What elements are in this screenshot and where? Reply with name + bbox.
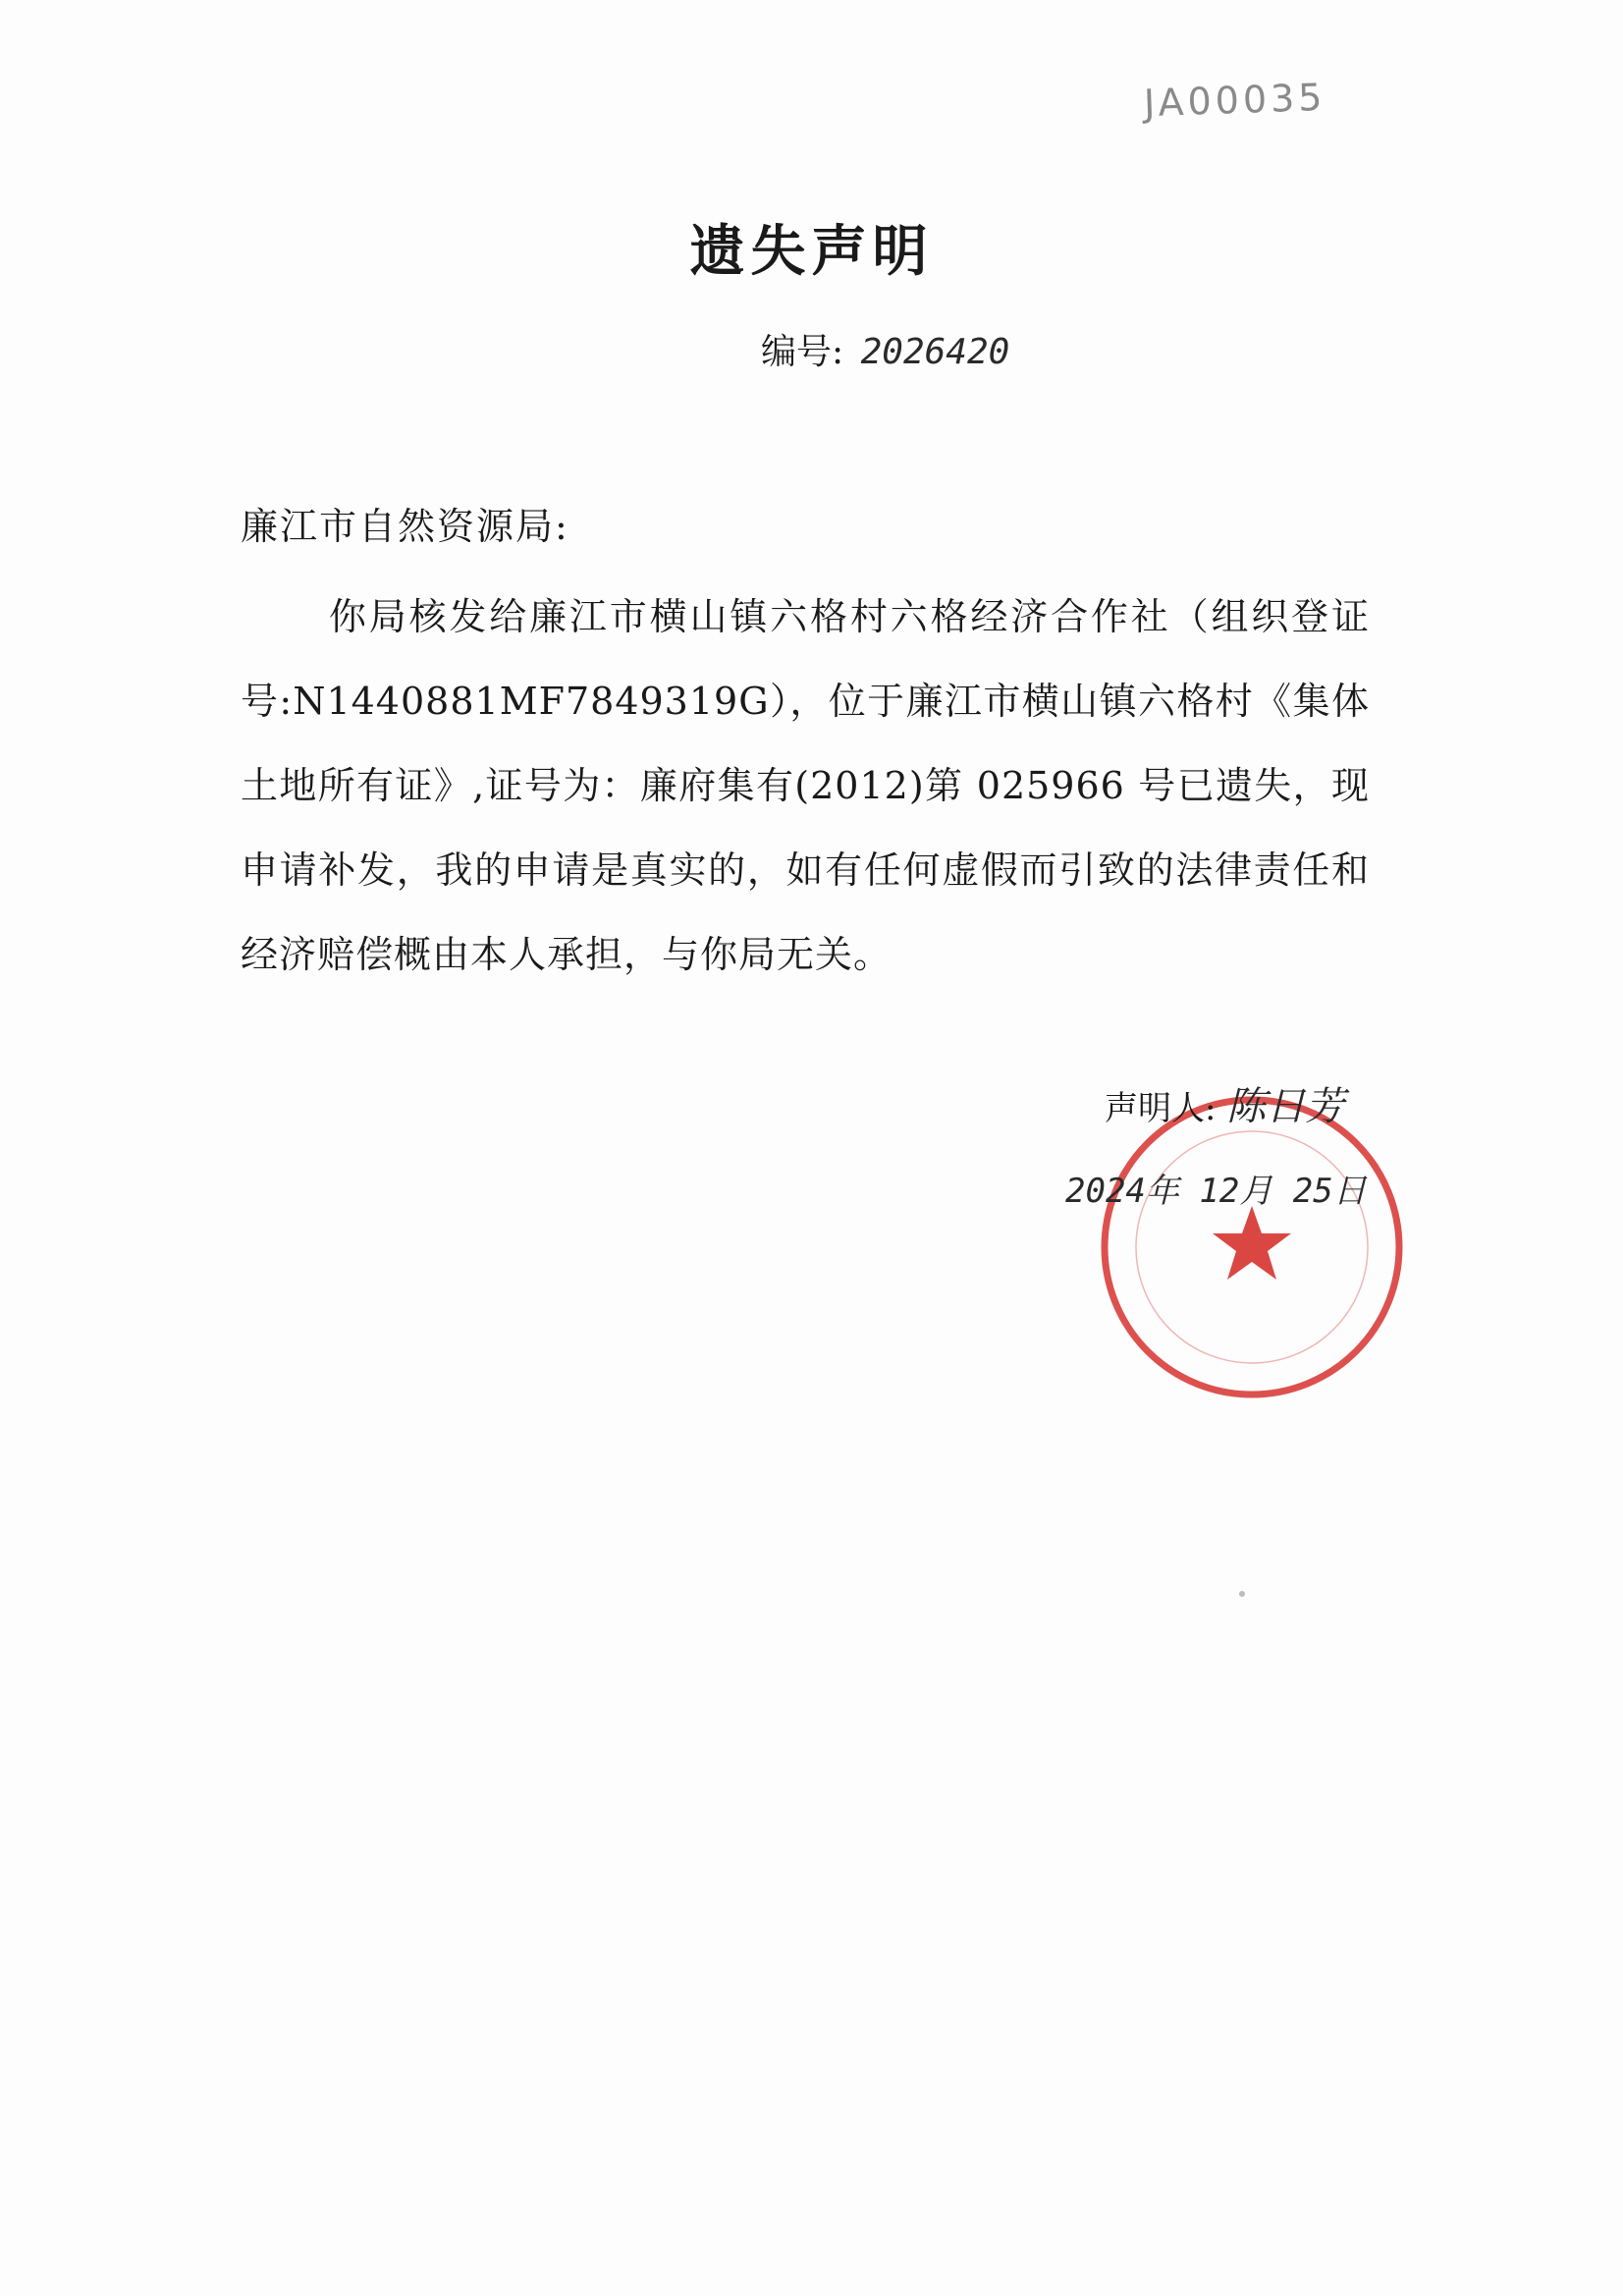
body-paragraph-text: 你局核发给廉江市横山镇六格村六格经济合作社（组织登证号:N1440881MF7849319G），位于廉江市横山镇六格村《集体土地所有证》,证号为：廉府集有(2012)第 025966 号已遗失，现申请补发，我的申请是真实的，如有任何虚假而引致的法律责任和经济赔偿概由本人承担，与你局无关。 bbox=[241, 595, 1370, 976]
addressee: 廉江市自然资源局: bbox=[241, 505, 569, 548]
declaration-date: 2024年 12月 25日 bbox=[1065, 1172, 1367, 1211]
corner-note: JA00035 bbox=[1143, 75, 1327, 126]
official-seal bbox=[1095, 1090, 1409, 1404]
declarant-line bbox=[1105, 1075, 1344, 1131]
serial-value: 2026420 bbox=[860, 332, 1010, 372]
star-icon bbox=[1213, 1206, 1291, 1280]
scan-speck bbox=[1239, 1591, 1245, 1597]
serial-number bbox=[761, 324, 1009, 374]
body-paragraph bbox=[241, 574, 1370, 997]
declarant-label: 声明人: bbox=[1105, 1089, 1217, 1128]
page-title: 遗失声明 bbox=[689, 220, 934, 284]
serial-label: 编号: bbox=[761, 332, 844, 372]
handwritten-signature: 陈日芳 bbox=[1226, 1084, 1345, 1129]
